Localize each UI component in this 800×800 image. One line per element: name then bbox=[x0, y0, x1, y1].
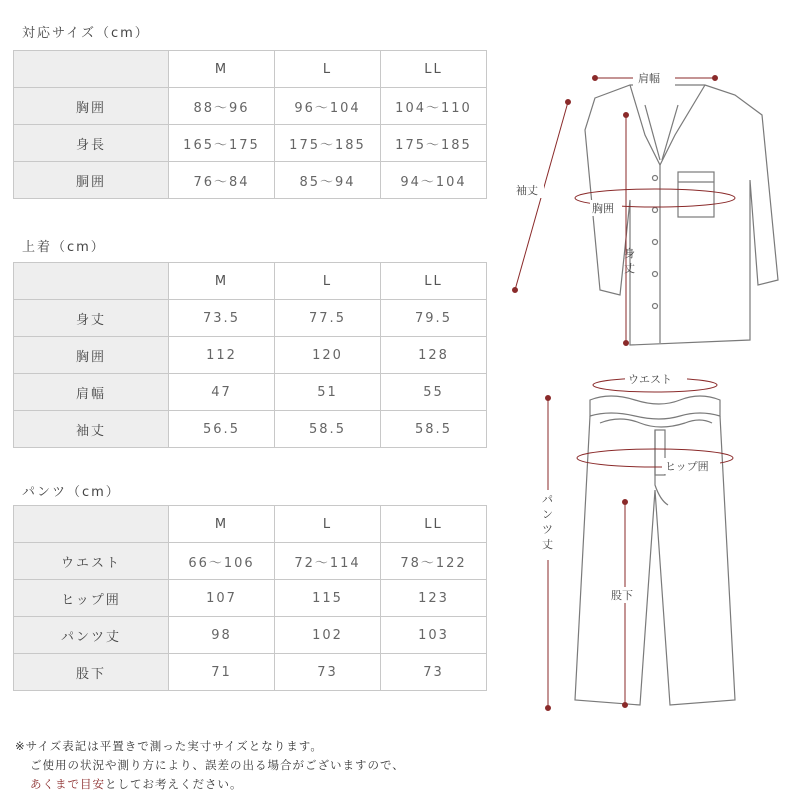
table-cell: 47 bbox=[169, 374, 275, 411]
table-cell: 96～104 bbox=[275, 88, 381, 125]
col-header-l: L bbox=[275, 263, 381, 300]
table-cell: 73 bbox=[381, 654, 487, 691]
table-cell: 73 bbox=[275, 654, 381, 691]
table-cell: 120 bbox=[275, 337, 381, 374]
table-cell: 56.5 bbox=[169, 411, 275, 448]
fit-size-title: 対応サイズ（cm） bbox=[22, 26, 150, 41]
table-row bbox=[14, 300, 487, 337]
col-header-ll: LL bbox=[381, 506, 487, 543]
col-header-l: L bbox=[275, 51, 381, 88]
table-cell: 58.5 bbox=[275, 411, 381, 448]
sleeve-label: 袖丈 bbox=[516, 184, 538, 197]
table-corner bbox=[14, 51, 169, 88]
table-cell: 128 bbox=[381, 337, 487, 374]
table-cell: 73.5 bbox=[169, 300, 275, 337]
measure-dot bbox=[566, 100, 571, 105]
table-row bbox=[14, 88, 487, 125]
measure-dot bbox=[713, 76, 718, 81]
measure-dot bbox=[623, 500, 628, 505]
row-label: ウエスト bbox=[14, 543, 169, 580]
table-cell: 79.5 bbox=[381, 300, 487, 337]
top-size-title: 上着（cm） bbox=[22, 240, 106, 255]
table-cell: 78～122 bbox=[381, 543, 487, 580]
row-label: ヒップ囲 bbox=[14, 580, 169, 617]
table-cell: 104～110 bbox=[381, 88, 487, 125]
measure-dot bbox=[513, 288, 518, 293]
table-cell: 102 bbox=[275, 617, 381, 654]
table-row bbox=[14, 162, 487, 199]
table-cell: 103 bbox=[381, 617, 487, 654]
table-row bbox=[14, 374, 487, 411]
fit-size-table bbox=[13, 50, 487, 199]
pants-length-label-4: 丈 bbox=[542, 538, 553, 551]
table-cell: 88～96 bbox=[169, 88, 275, 125]
shirt-collar bbox=[630, 85, 705, 165]
waist-label: ウエスト bbox=[628, 373, 672, 386]
pants-measures bbox=[546, 378, 734, 711]
table-header-row bbox=[14, 51, 487, 88]
shirt-pocket bbox=[678, 172, 714, 217]
table-corner bbox=[14, 506, 169, 543]
table-header-row bbox=[14, 506, 487, 543]
table-cell: 76～84 bbox=[169, 162, 275, 199]
table-row bbox=[14, 125, 487, 162]
col-header-m: M bbox=[169, 51, 275, 88]
table-cell: 123 bbox=[381, 580, 487, 617]
table-corner bbox=[14, 263, 169, 300]
length-label-2: 丈 bbox=[624, 262, 635, 275]
table-cell: 71 bbox=[169, 654, 275, 691]
chest-label: 胸囲 bbox=[592, 202, 614, 215]
table-cell: 107 bbox=[169, 580, 275, 617]
table-cell: 85～94 bbox=[275, 162, 381, 199]
col-header-l: L bbox=[275, 506, 381, 543]
table-cell: 175～185 bbox=[381, 125, 487, 162]
shoulder-label: 肩幅 bbox=[638, 72, 660, 85]
table-cell: 77.5 bbox=[275, 300, 381, 337]
table-cell: 55 bbox=[381, 374, 487, 411]
shirt-button bbox=[653, 176, 658, 181]
pants-length-label-3: ツ bbox=[542, 523, 553, 536]
row-label: 袖丈 bbox=[14, 411, 169, 448]
note-line-2: ご使用の状況や測り方により、誤差の出る場合がございますので、 bbox=[30, 758, 405, 772]
col-header-ll: LL bbox=[381, 263, 487, 300]
shirt-button bbox=[653, 272, 658, 277]
row-label: 胸囲 bbox=[14, 88, 169, 125]
measure-dot bbox=[624, 113, 629, 118]
table-row bbox=[14, 337, 487, 374]
row-label: 股下 bbox=[14, 654, 169, 691]
table-row bbox=[14, 543, 487, 580]
row-label: 肩幅 bbox=[14, 374, 169, 411]
row-label: 身長 bbox=[14, 125, 169, 162]
table-header-row bbox=[14, 263, 487, 300]
table-row bbox=[14, 654, 487, 691]
col-header-m: M bbox=[169, 263, 275, 300]
table-row bbox=[14, 580, 487, 617]
table-row bbox=[14, 411, 487, 448]
shirt-button bbox=[653, 304, 658, 309]
table-cell: 165～175 bbox=[169, 125, 275, 162]
shirt-measures bbox=[513, 76, 736, 346]
table-cell: 51 bbox=[275, 374, 381, 411]
pants-length-label-2: ン bbox=[542, 508, 553, 521]
measure-dot bbox=[624, 341, 629, 346]
table-cell: 72～114 bbox=[275, 543, 381, 580]
measure-dot bbox=[546, 396, 551, 401]
row-label: 胸囲 bbox=[14, 337, 169, 374]
length-label-1: 身 bbox=[624, 247, 635, 260]
top-size-table bbox=[13, 262, 487, 448]
pants-size-title: パンツ（cm） bbox=[22, 485, 121, 500]
inseam-label: 股下 bbox=[611, 589, 633, 602]
pants-size-table bbox=[13, 505, 487, 691]
measure-dot bbox=[593, 76, 598, 81]
note-line-3 bbox=[30, 776, 243, 792]
row-label: 胴囲 bbox=[14, 162, 169, 199]
pants-length-label-1: パ bbox=[542, 493, 553, 506]
table-cell: 98 bbox=[169, 617, 275, 654]
pants-waistband bbox=[590, 396, 720, 419]
shirt-lapel-left bbox=[645, 105, 660, 160]
hip-label: ヒップ囲 bbox=[665, 460, 709, 473]
note-line-1: ※サイズ表記は平置きで測った実寸サイズとなります。 bbox=[15, 739, 323, 753]
measure-dot bbox=[623, 703, 628, 708]
table-cell: 94～104 bbox=[381, 162, 487, 199]
table-row bbox=[14, 617, 487, 654]
shirt-lapel-right bbox=[662, 105, 678, 160]
shirt-button bbox=[653, 208, 658, 213]
pants-illustration bbox=[575, 396, 735, 705]
row-label: パンツ丈 bbox=[14, 617, 169, 654]
note-accent: あくまで目安 bbox=[30, 777, 105, 791]
measure-dot bbox=[546, 706, 551, 711]
table-cell: 115 bbox=[275, 580, 381, 617]
shirt-button bbox=[653, 240, 658, 245]
table-cell: 66～106 bbox=[169, 543, 275, 580]
table-cell: 58.5 bbox=[381, 411, 487, 448]
col-header-ll: LL bbox=[381, 51, 487, 88]
table-cell: 112 bbox=[169, 337, 275, 374]
col-header-m: M bbox=[169, 506, 275, 543]
note-rest: としてお考えください。 bbox=[105, 777, 243, 791]
row-label: 身丈 bbox=[14, 300, 169, 337]
pants-waist-gather bbox=[600, 419, 712, 427]
table-cell: 175～185 bbox=[275, 125, 381, 162]
garment-measurement-diagram bbox=[500, 60, 800, 730]
